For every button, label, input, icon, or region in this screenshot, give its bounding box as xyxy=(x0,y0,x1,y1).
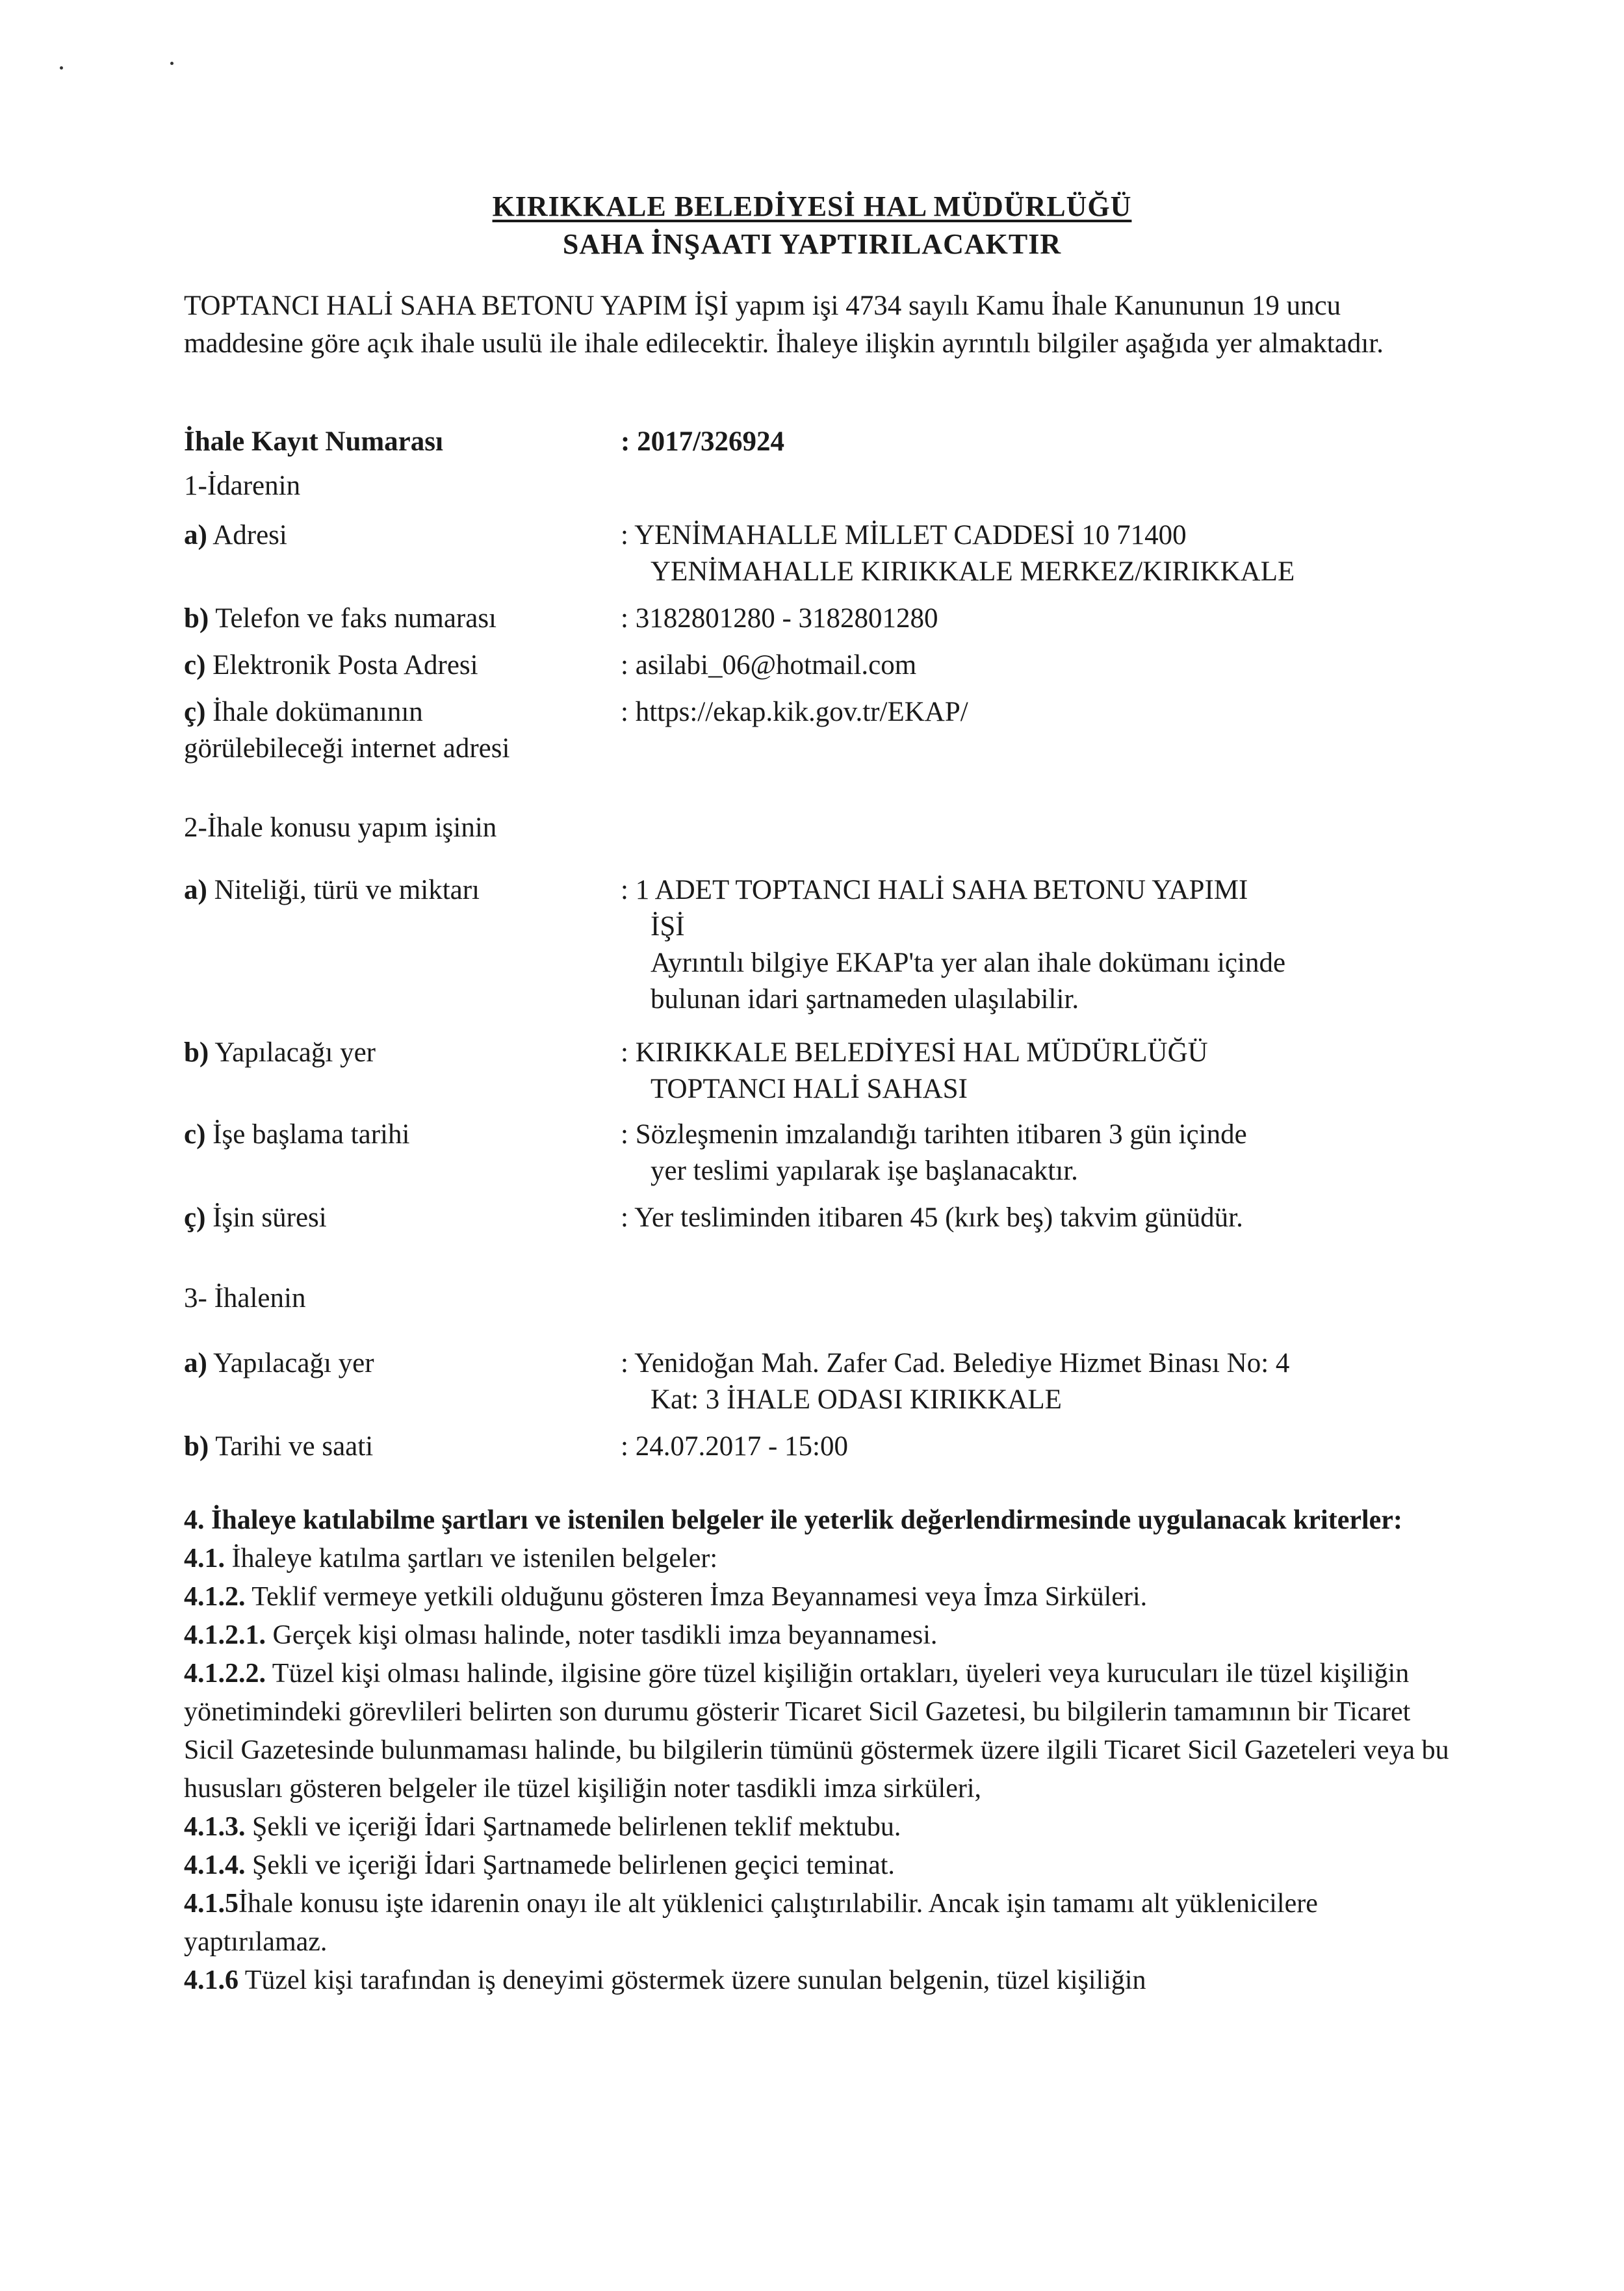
criteria-item xyxy=(184,1885,1451,1961)
document-title: KIRIKKALE BELEDİYESİ HAL MÜDÜRLÜĞÜ xyxy=(492,190,1132,222)
date-label-text: Tarihi ve saati xyxy=(209,1431,374,1462)
venue-label-prefix: a) xyxy=(184,1348,207,1378)
criteria-item-number: 4.1.2. xyxy=(184,1582,246,1612)
nature-line2: İŞİ xyxy=(651,911,685,942)
nature-label-text: Niteliği, türü ve miktarı xyxy=(207,875,480,905)
criteria-item-text: Gerçek kişi olması halinde, noter tasdikli imza beyannamesi. xyxy=(266,1620,938,1650)
start-label xyxy=(184,1117,606,1153)
criteria-item xyxy=(184,1846,1451,1885)
place-line1: : KIRIKKALE BELEDİYESİ HAL MÜDÜRLÜĞÜ xyxy=(621,1037,1208,1068)
date-value: : 24.07.2017 - 15:00 xyxy=(621,1431,848,1462)
web-value: : https://ekap.kik.gov.tr/EKAP/ xyxy=(621,697,968,727)
venue-line2: Kat: 3 İHALE ODASI KIRIKKALE xyxy=(651,1384,1062,1415)
date-label-prefix: b) xyxy=(184,1431,209,1462)
section2-heading: 2-İhale konusu yapım işinin xyxy=(184,812,497,843)
duration-label xyxy=(184,1200,606,1236)
criteria-section xyxy=(184,1501,1451,2000)
section3-heading: 3- İhalenin xyxy=(184,1283,306,1314)
criteria-item-number: 4.1. xyxy=(184,1544,225,1573)
scan-speck xyxy=(170,62,174,65)
email-value: : asilabi_06@hotmail.com xyxy=(621,650,917,680)
place-label-prefix: b) xyxy=(184,1037,209,1068)
criteria-item-text: Teklif vermeye yetkili olduğunu gösteren İmza Beyannamesi veya İmza Sirküleri. xyxy=(245,1582,1148,1612)
duration-label-text: İşin süresi xyxy=(205,1202,327,1233)
criteria-item xyxy=(184,1578,1451,1616)
criteria-item-text: İhaleye katılma şartları ve istenilen belgeler: xyxy=(225,1544,718,1573)
start-label-prefix: c) xyxy=(184,1119,206,1150)
start-label-text: İşe başlama tarihi xyxy=(205,1119,410,1150)
section4-heading: 4. İhaleye katılabilme şartları ve istenilen belgeler ile yeterlik değerlendirmesinde uygulanacak kriterler: xyxy=(184,1505,1402,1535)
criteria-item xyxy=(184,1540,1451,1578)
start-line2: yer teslimi yapılarak işe başlanacaktır. xyxy=(651,1156,1078,1186)
duration-value: : Yer tesliminden itibaren 45 (kırk beş) takvim günüdür. xyxy=(621,1202,1243,1233)
email-label xyxy=(184,647,606,684)
criteria-item-text: Şekli ve içeriği İdari Şartnamede belirlenen geçici teminat. xyxy=(245,1850,895,1880)
venue-label-text: Yapılacağı yer xyxy=(207,1348,374,1378)
nature-line1: : 1 ADET TOPTANCI HALİ SAHA BETONU YAPIMI xyxy=(621,875,1248,905)
venue-line1: : Yenidoğan Mah. Zafer Cad. Belediye Hizmet Binası No: 4 xyxy=(621,1348,1290,1378)
phone-label-prefix: b) xyxy=(184,603,209,634)
intro-paragraph: TOPTANCI HALİ SAHA BETONU YAPIM İŞİ yapım işi 4734 sayılı Kamu İhale Kanununun 19 uncu maddesine göre açık ihale usulü ile ihale edilecektir. İhaleye ilişkin ayrıntılı bilgiler aşağıda yer almaktadır. xyxy=(184,291,1384,359)
address-line1: : YENİMAHALLE MİLLET CADDESİ 10 71400 xyxy=(621,520,1187,550)
nature-line4: bulunan idari şartnameden ulaşılabilir. xyxy=(651,984,1079,1015)
address-label-text: Adresi xyxy=(207,520,287,550)
start-value xyxy=(621,1117,1459,1189)
criteria-item-number: 4.1.4. xyxy=(184,1850,246,1880)
criteria-item xyxy=(184,1961,1451,2000)
address-label-prefix: a) xyxy=(184,520,207,550)
criteria-item-text: Tüzel kişi tarafından iş deneyimi göstermek üzere sunulan belgenin, tüzel kişiliğin xyxy=(238,1965,1146,1995)
place-label-text: Yapılacağı yer xyxy=(209,1037,376,1068)
criteria-item xyxy=(184,1655,1451,1808)
phone-label xyxy=(184,601,606,637)
criteria-item xyxy=(184,1616,1451,1655)
section1-heading: 1-İdarenin xyxy=(184,471,301,501)
scan-speck xyxy=(60,66,63,70)
criteria-item-number: 4.1.6 xyxy=(184,1965,238,1995)
email-label-prefix: c) xyxy=(184,650,206,680)
web-label xyxy=(184,694,606,767)
criteria-item-text: Tüzel kişi olması halinde, ilgisine göre tüzel kişiliğin ortakları, üyeleri veya kurucuları ile tüzel kişiliğin yönetimindeki görevlileri belirten son durumu gösterir Ticaret Sicil Gazetesi, bu bilgilerin tamamının bir Ticaret Sicil Gazetesinde bulunmaması halinde, bu bilgilerin tümünü göstermek üzere ilgili Ticaret Sicil Gazeteleri veya bu hususları gösteren belgeler ile tüzel kişiliğin noter tasdikli imza sirküleri, xyxy=(184,1659,1449,1804)
venue-value xyxy=(621,1345,1459,1418)
address-value xyxy=(621,517,1459,590)
web-label-prefix: ç) xyxy=(184,697,206,727)
nature-line3: Ayrıntılı bilgiye EKAP'ta yer alan ihale dokümanı içinde xyxy=(651,948,1286,978)
web-label-line1: İhale dokümanının xyxy=(205,697,423,727)
duration-label-prefix: ç) xyxy=(184,1202,206,1233)
address-line2: YENİMAHALLE KIRIKKALE MERKEZ/KIRIKKALE xyxy=(651,556,1295,587)
nature-value xyxy=(621,872,1459,1018)
place-line2: TOPTANCI HALİ SAHASI xyxy=(651,1074,968,1104)
criteria-item-text: Şekli ve içeriği İdari Şartnamede belirlenen teklif mektubu. xyxy=(245,1812,901,1842)
criteria-item-text: İhale konusu işte idarenin onayı ile alt yüklenici çalıştırılabilir. Ancak işin tamamı alt yüklenicilere yaptırılamaz. xyxy=(184,1889,1318,1957)
criteria-item-number: 4.1.2.2. xyxy=(184,1659,266,1689)
nature-label-prefix: a) xyxy=(184,875,207,905)
phone-label-text: Telefon ve faks numarası xyxy=(209,603,496,634)
place-value xyxy=(621,1035,1459,1107)
email-label-text: Elektronik Posta Adresi xyxy=(205,650,478,680)
criteria-item-number: 4.1.5 xyxy=(184,1889,238,1919)
registry-label: İhale Kayıt Numarası xyxy=(184,426,443,457)
address-label xyxy=(184,517,606,554)
venue-label xyxy=(184,1345,606,1382)
date-label xyxy=(184,1429,606,1465)
web-label-line2: görülebileceği internet adresi xyxy=(184,733,510,764)
criteria-item-number: 4.1.3. xyxy=(184,1812,246,1842)
place-label xyxy=(184,1035,606,1071)
phone-value: : 3182801280 - 3182801280 xyxy=(621,603,938,634)
start-line1: : Sözleşmenin imzalandığı tarihten itibaren 3 gün içinde xyxy=(621,1119,1247,1150)
criteria-item xyxy=(184,1808,1451,1846)
document-subtitle: SAHA İNŞAATI YAPTIRILACAKTIR xyxy=(562,228,1062,260)
criteria-item-number: 4.1.2.1. xyxy=(184,1620,266,1650)
registry-value: : 2017/326924 xyxy=(621,426,785,457)
nature-label xyxy=(184,872,606,909)
